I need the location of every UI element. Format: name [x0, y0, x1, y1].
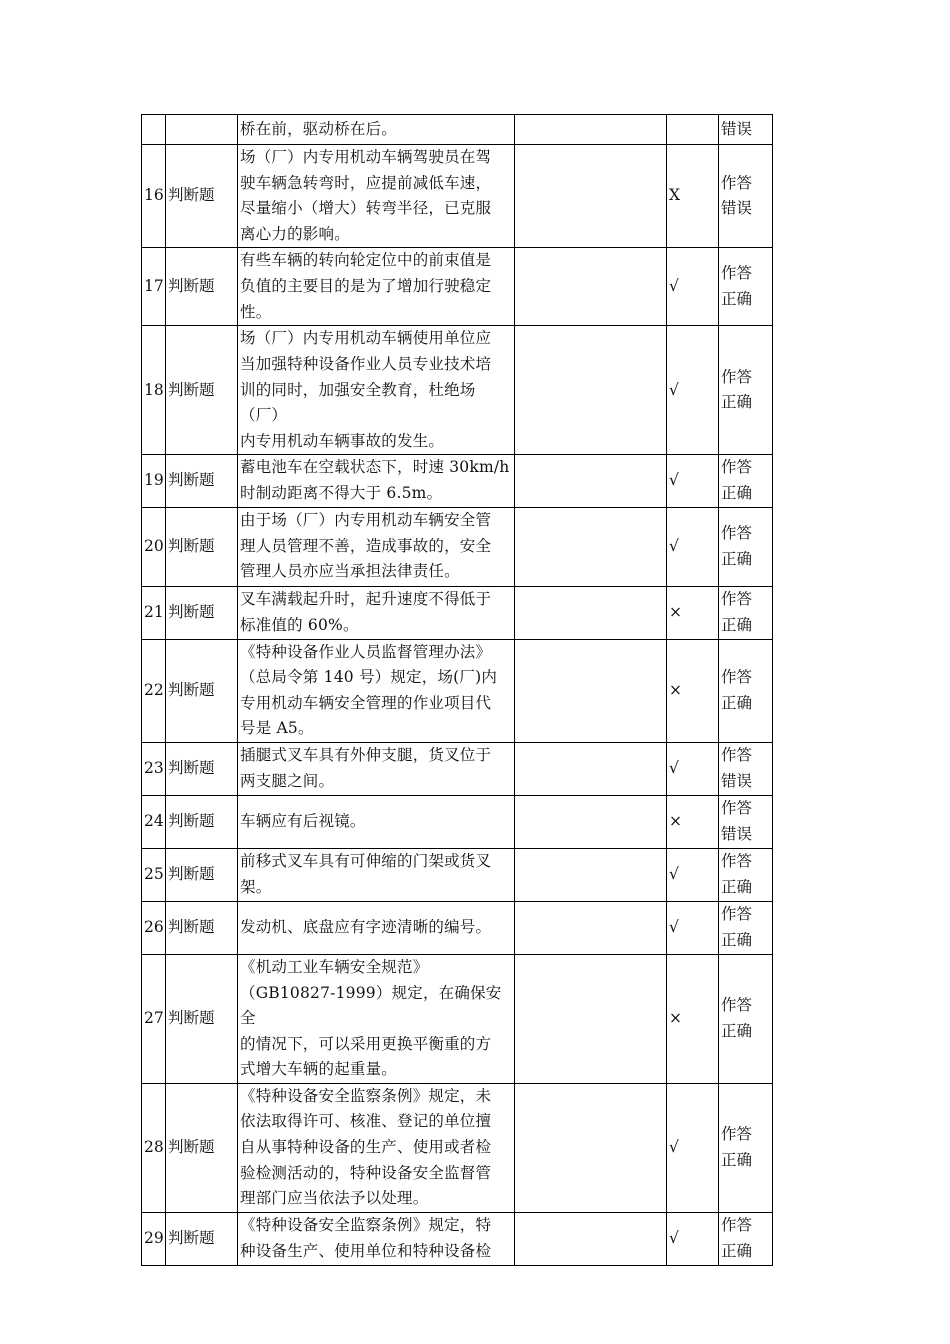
question-type: 判断题 [166, 145, 238, 248]
options-cell [515, 586, 667, 639]
result-text: 作答 正确 [719, 326, 773, 455]
answer-mark [667, 115, 719, 145]
result-text: 作答 正确 [719, 1212, 773, 1265]
answer-mark: √ [667, 455, 719, 507]
result-text: 作答 错误 [719, 795, 773, 848]
question-text: 桥在前，驱动桥在后。 [238, 115, 515, 145]
table-row [142, 742, 773, 795]
question-type: 判断题 [166, 795, 238, 848]
question-type: 判断题 [166, 455, 238, 507]
table-row [142, 326, 773, 455]
question-number: 29 [142, 1212, 166, 1265]
question-type: 判断题 [166, 742, 238, 795]
table-row [142, 795, 773, 848]
question-text: 前移式叉车具有可伸缩的门架或货叉 架。 [238, 848, 515, 901]
question-text: 《特种设备安全监察条例》规定，未 依法取得许可、核准、登记的单位擅 自从事特种设备的生产、使用或者检 验检测活动的，特种设备安全监督管 理部门应当依法予以处理。 [238, 1083, 515, 1212]
result-text: 作答 正确 [719, 455, 773, 507]
table-row [142, 639, 773, 742]
table-row [142, 1212, 773, 1265]
answer-mark: × [667, 795, 719, 848]
options-cell [515, 848, 667, 901]
question-type [166, 115, 238, 145]
options-cell [515, 115, 667, 145]
question-number: 28 [142, 1083, 166, 1212]
options-cell [515, 145, 667, 248]
question-number: 17 [142, 248, 166, 326]
question-text: 插腿式叉车具有外伸支腿，货叉位于 两支腿之间。 [238, 742, 515, 795]
options-cell [515, 326, 667, 455]
result-text: 作答 正确 [719, 1083, 773, 1212]
question-text: 叉车满载起升时，起升速度不得低于 标准值的 60%。 [238, 586, 515, 639]
answer-mark: √ [667, 1212, 719, 1265]
question-text: 有些车辆的转向轮定位中的前束值是 负值的主要目的是为了增加行驶稳定 性。 [238, 248, 515, 326]
question-type: 判断题 [166, 586, 238, 639]
question-type: 判断题 [166, 326, 238, 455]
question-text: 《特种设备安全监察条例》规定，特 种设备生产、使用单位和特种设备检 [238, 1212, 515, 1265]
question-number: 24 [142, 795, 166, 848]
result-text: 错误 [719, 115, 773, 145]
question-text: 场（厂）内专用机动车辆驾驶员在驾 驶车辆急转弯时，应提前减低车速， 尽量缩小（增大）转弯半径，已克服 离心力的影响。 [238, 145, 515, 248]
table-row [142, 248, 773, 326]
question-type: 判断题 [166, 954, 238, 1083]
question-number: 26 [142, 901, 166, 954]
question-number: 25 [142, 848, 166, 901]
options-cell [515, 455, 667, 507]
answer-mark: × [667, 639, 719, 742]
result-text: 作答 正确 [719, 586, 773, 639]
question-text: 场（厂）内专用机动车辆使用单位应 当加强特种设备作业人员专业技术培 训的同时，加强安全教育，杜绝场（厂） 内专用机动车辆事故的发生。 [238, 326, 515, 455]
table-row [142, 1083, 773, 1212]
options-cell [515, 507, 667, 586]
question-type: 判断题 [166, 1212, 238, 1265]
answer-mark: × [667, 954, 719, 1083]
table-row [142, 901, 773, 954]
options-cell [515, 954, 667, 1083]
result-text: 作答 正确 [719, 848, 773, 901]
question-text: 发动机、底盘应有字迹清晰的编号。 [238, 901, 515, 954]
table-row [142, 507, 773, 586]
question-number: 19 [142, 455, 166, 507]
answer-mark: √ [667, 1083, 719, 1212]
question-number [142, 115, 166, 145]
result-text: 作答 正确 [719, 248, 773, 326]
answer-mark: √ [667, 848, 719, 901]
question-number: 21 [142, 586, 166, 639]
table-row [142, 954, 773, 1083]
question-number: 18 [142, 326, 166, 455]
result-text: 作答 正确 [719, 954, 773, 1083]
question-text: 蓄电池车在空载状态下，时速 30km/h 时制动距离不得大于 6.5m。 [238, 455, 515, 507]
options-cell [515, 1083, 667, 1212]
question-number: 22 [142, 639, 166, 742]
options-cell [515, 742, 667, 795]
question-type: 判断题 [166, 901, 238, 954]
result-text: 作答 错误 [719, 145, 773, 248]
question-table [141, 114, 773, 1266]
answer-mark: X [667, 145, 719, 248]
question-number: 20 [142, 507, 166, 586]
question-type: 判断题 [166, 248, 238, 326]
options-cell [515, 248, 667, 326]
question-text: 由于场（厂）内专用机动车辆安全管 理人员管理不善，造成事故的，安全 管理人员亦应当承担法律责任。 [238, 507, 515, 586]
result-text: 作答 正确 [719, 507, 773, 586]
question-type: 判断题 [166, 639, 238, 742]
answer-mark: √ [667, 248, 719, 326]
table-row [142, 848, 773, 901]
question-text: 车辆应有后视镜。 [238, 795, 515, 848]
question-text: 《特种设备作业人员监督管理办法》 （总局令第 140 号）规定，场(厂)内 专用机动车辆安全管理的作业项目代 号是 A5。 [238, 639, 515, 742]
table-row [142, 145, 773, 248]
answer-mark: × [667, 586, 719, 639]
answer-mark: √ [667, 901, 719, 954]
options-cell [515, 639, 667, 742]
answer-mark: √ [667, 507, 719, 586]
question-text: 《机动工业车辆安全规范》 （GB10827-1999）规定，在确保安全 的情况下，可以采用更换平衡重的方 式增大车辆的起重量。 [238, 954, 515, 1083]
question-type: 判断题 [166, 848, 238, 901]
question-number: 27 [142, 954, 166, 1083]
question-type: 判断题 [166, 1083, 238, 1212]
result-text: 作答 正确 [719, 901, 773, 954]
question-table-body [142, 115, 773, 1266]
table-row [142, 115, 773, 145]
question-type: 判断题 [166, 507, 238, 586]
answer-mark: √ [667, 742, 719, 795]
question-number: 16 [142, 145, 166, 248]
options-cell [515, 795, 667, 848]
result-text: 作答 正确 [719, 639, 773, 742]
question-number: 23 [142, 742, 166, 795]
table-row [142, 586, 773, 639]
table-row [142, 455, 773, 507]
options-cell [515, 1212, 667, 1265]
answer-mark: √ [667, 326, 719, 455]
options-cell [515, 901, 667, 954]
result-text: 作答 错误 [719, 742, 773, 795]
